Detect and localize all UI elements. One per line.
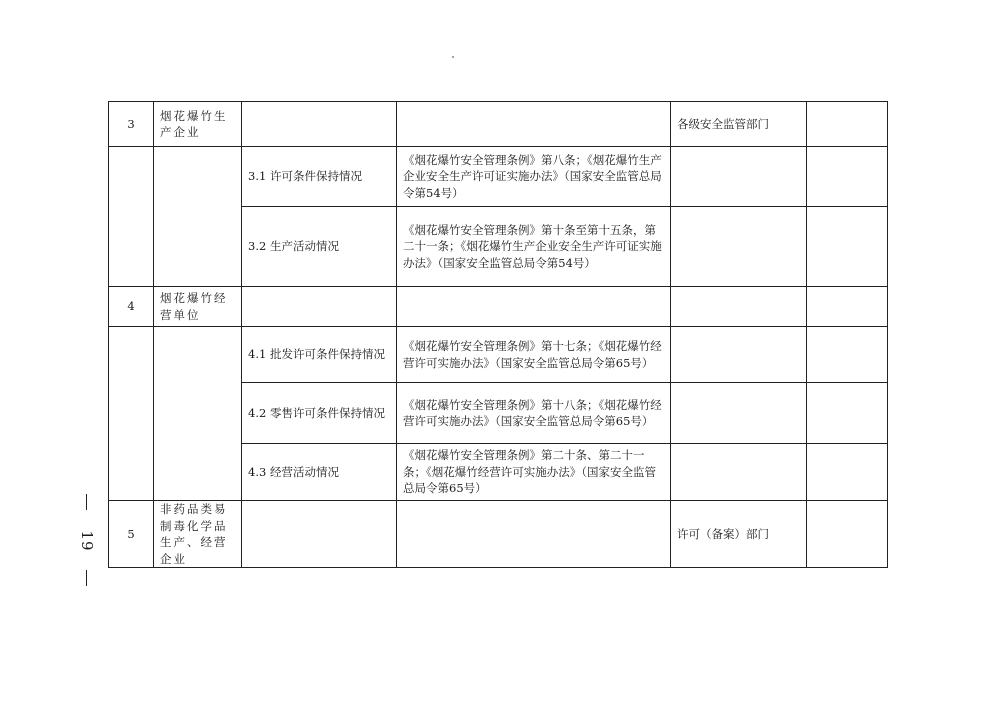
item-cell bbox=[242, 501, 397, 568]
item-cell: 3.1 许可条件保持情况 bbox=[242, 147, 397, 207]
page-number-dash-bottom bbox=[86, 570, 87, 586]
subject-cell bbox=[154, 147, 242, 287]
extra-cell bbox=[807, 287, 888, 327]
inspection-table bbox=[108, 101, 888, 568]
row-number bbox=[109, 147, 154, 287]
basis-cell: 《烟花爆竹安全管理条例》第十八条；《烟花爆竹经营许可实施办法》（国家安全监管总局令第65号） bbox=[397, 383, 671, 444]
page-number-dash-top bbox=[86, 494, 87, 510]
department-cell bbox=[671, 207, 807, 287]
extra-cell bbox=[807, 147, 888, 207]
department-cell: 许可（备案）部门 bbox=[671, 501, 807, 568]
subject-cell: 烟花爆竹经营单位 bbox=[154, 287, 242, 327]
row-number: 4 bbox=[109, 287, 154, 327]
extra-cell bbox=[807, 444, 888, 501]
basis-cell bbox=[397, 287, 671, 327]
department-cell: 各级安全监管部门 bbox=[671, 102, 807, 147]
table-row bbox=[109, 327, 888, 383]
extra-cell bbox=[807, 207, 888, 287]
basis-cell: 《烟花爆竹安全管理条例》第二十条、第二十一条；《烟花爆竹经营许可实施办法》（国家安全监管总局令第65号） bbox=[397, 444, 671, 501]
department-cell bbox=[671, 444, 807, 501]
subject-cell: 非药品类易制毒化学品生产、经营企业 bbox=[154, 501, 242, 568]
page-number bbox=[72, 494, 102, 586]
basis-cell: 《烟花爆竹安全管理条例》第八条；《烟花爆竹生产企业安全生产许可证实施办法》（国家安全监管总局令第54号） bbox=[397, 147, 671, 207]
basis-cell bbox=[397, 102, 671, 147]
item-cell bbox=[242, 102, 397, 147]
basis-cell: 《烟花爆竹安全管理条例》第十七条；《烟花爆竹经营许可实施办法》（国家安全监管总局令第65号） bbox=[397, 327, 671, 383]
basis-cell bbox=[397, 501, 671, 568]
item-cell: 4.2 零售许可条件保持情况 bbox=[242, 383, 397, 444]
table-row bbox=[109, 501, 888, 568]
department-cell bbox=[671, 383, 807, 444]
item-cell: 4.1 批发许可条件保持情况 bbox=[242, 327, 397, 383]
item-cell: 3.2 生产活动情况 bbox=[242, 207, 397, 287]
extra-cell bbox=[807, 102, 888, 147]
department-cell bbox=[671, 327, 807, 383]
item-cell bbox=[242, 287, 397, 327]
table-row bbox=[109, 102, 888, 147]
table-row bbox=[109, 287, 888, 327]
page-number-text: 19 bbox=[78, 530, 96, 552]
department-cell bbox=[671, 147, 807, 207]
row-number: 5 bbox=[109, 501, 154, 568]
extra-cell bbox=[807, 327, 888, 383]
department-cell bbox=[671, 287, 807, 327]
basis-cell: 《烟花爆竹安全管理条例》第十条至第十五条，第二十一条；《烟花爆竹生产企业安全生产许可证实施办法》（国家安全监管总局令第54号） bbox=[397, 207, 671, 287]
table-row bbox=[109, 147, 888, 207]
row-number: 3 bbox=[109, 102, 154, 147]
row-number bbox=[109, 327, 154, 501]
item-cell: 4.3 经营活动情况 bbox=[242, 444, 397, 501]
extra-cell bbox=[807, 383, 888, 444]
subject-cell: 烟花爆竹生产企业 bbox=[154, 102, 242, 147]
subject-cell bbox=[154, 327, 242, 501]
extra-cell bbox=[807, 501, 888, 568]
scan-speck bbox=[452, 56, 454, 58]
